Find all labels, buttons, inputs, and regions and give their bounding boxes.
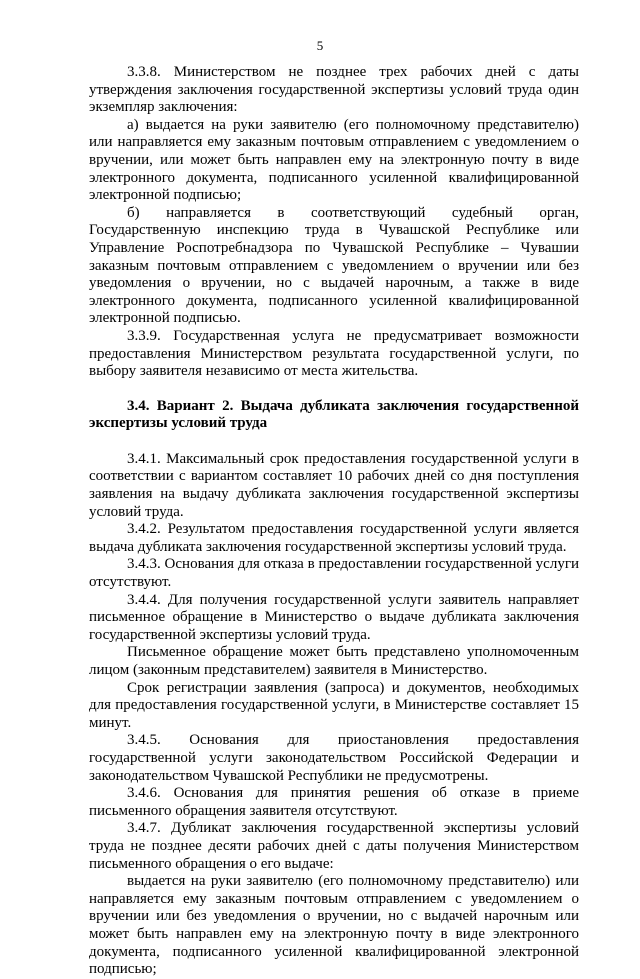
paragraph-3-4-6: 3.4.6. Основания для принятия решения об отказе в приеме письменного обращения заявителя отсутствуют. xyxy=(89,785,579,819)
paragraph-registration-term: Срок регистрации заявления (запроса) и документов, необходимых для предоставления государственной услуги, в Министерстве составляет 15 минут. xyxy=(89,679,579,731)
paragraph-3-4-5: 3.4.5. Основания для приостановления предоставления государственной услуги законодательством Российской Федерации и законодательством Чувашской Республики не предусмотрены. xyxy=(89,732,579,784)
document-body xyxy=(89,64,579,979)
paragraph-3-4-4: 3.4.4. Для получения государственной услуги заявитель направляет письменное обращение в Министерство о выдаче дубликата заключения государственной экспертизы условий труда. xyxy=(89,591,579,643)
paragraph-3-4-3: 3.4.3. Основания для отказа в предоставлении государственной услуги отсутствуют. xyxy=(89,556,579,591)
paragraph-3-3-9: 3.3.9. Государственная услуга не предусматривает возможности предоставления Министерством результата государственной услуги, по выбору заявителя независимо от места жительства. xyxy=(89,327,579,380)
paragraph-3-4-2: 3.4.2. Результатом предоставления государственной услуги является выдача дубликата заключения государственной экспертизы условий труда. xyxy=(89,521,579,555)
paragraph-3-4-1: 3.4.1. Максимальный срок предоставления государственной услуги в соответствии с вариантом составляет 10 рабочих дней со дня поступления заявления на выдачу дубликата заключения государственной экспертизы условий труда. xyxy=(89,450,579,520)
paragraph-3-3-8-a: а) выдается на руки заявителю (его полномочному представителю) или направляется ему заказным почтовым отправлением с уведомлением о вручении, или может быть направлен ему на электронную почту в виде электронного документа, подписанного усиленной квалифицированной электронной подписью; xyxy=(89,116,579,204)
paragraph-written-appeal: Письменное обращение может быть представлено уполномоченным лицом (законным представителем) заявителя в Министерство. xyxy=(89,644,579,678)
paragraph-3-3-8: 3.3.8. Министерством не позднее трех рабочих дней с даты утверждения заключения государственной экспертизы условий труда один экземпляр заключения: xyxy=(89,64,579,116)
section-heading-3-4: 3.4. Вариант 2. Выдача дубликата заключения государственной экспертизы условий труда xyxy=(89,397,579,432)
page-number: 5 xyxy=(316,38,324,53)
paragraph-3-3-8-b: б) направляется в соответствующий судебный орган, Государственную инспекцию труда в Чувашской Республике или Управление Роспотребнадзора по Чувашской Республике – Чувашии заказным почтовым отправлением с уведомлением о вручении или без уведомления о вручении, но с выдачей нарочным, а также в виде электронного документа, подписанного усиленной квалифицированной электронной подписью. xyxy=(89,204,579,327)
paragraph-3-4-7-issue: выдается на руки заявителю (его полномочному представителю) или направляется ему заказным почтовым отправлением с уведомлением о вручении или без уведомления о вручении, но с выдачей нарочным или может быть направлен ему на электронную почту в виде электронного документа, подписанного усиленной квалифицированной электронной подписью; xyxy=(89,873,579,978)
paragraph-3-4-7: 3.4.7. Дубликат заключения государственной экспертизы условий труда не позднее десяти рабочих дней с даты получения Министерством письменного обращения о его выдаче: xyxy=(89,820,579,872)
